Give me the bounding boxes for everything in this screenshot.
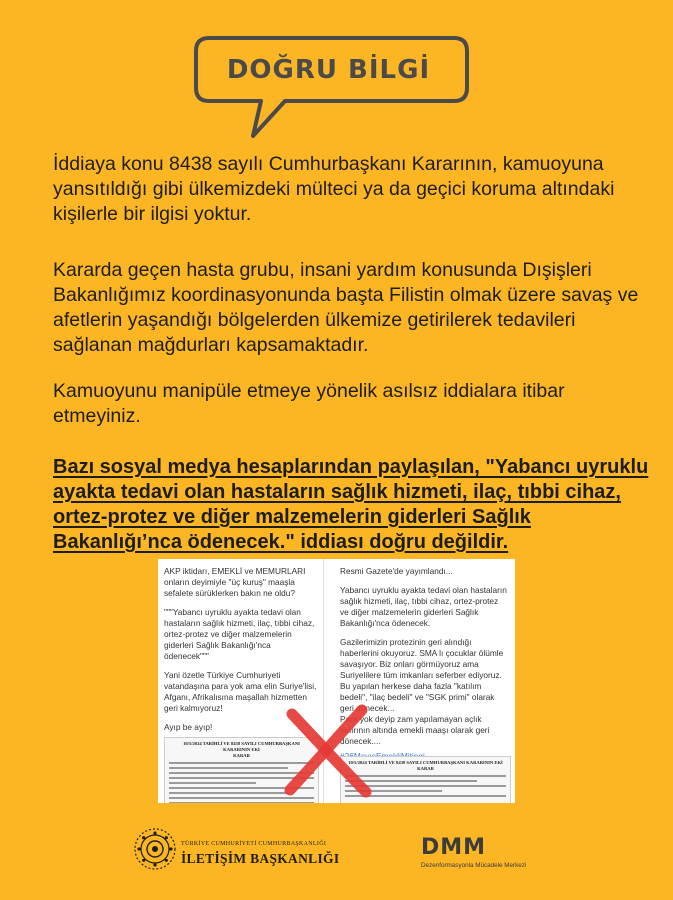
post-text: Bu yapılan herkese daha fazla "katılım bedeli", "ilaç bedeli" ve "SGK primi" olarak geri dönecek... [340,681,495,713]
post-text: Yani özetle Türkiye Cumhuriyeti vatandaşına para yok ama elin Suriye'lisi, Afganı, Afrikalısına maşallah hizmetten geri kalmıyoruz! [164,670,317,713]
post-text: Ayıp be ayıp! [164,722,213,732]
claim-statement: Bazı sosyal medya hesaplarından paylaşılan, "Yabancı uyruklu ayakta tedavi olan hastaların sağlık hizmeti, ilaç, tıbbi cihaz, ortez-protez ve diğer malzemelerin giderleri Sağlık Bakanlığı’nca ödenecek." iddiası doğru değildir. [53,456,649,553]
red-cross-icon [278,704,378,799]
decree-subheading: KARAR [233,753,250,758]
post-text: Para yok deyip zam yapılamayan açlık sınırının altında emekli maaşı olarak geri dönecek.... [340,714,490,746]
speech-bubble [191,35,480,143]
gov-subtitle: TÜRKİYE CUMHURİYETİ CUMHURBAŞKANLIĞI [181,841,327,847]
post-text: Yabancı uyruklu ayakta tedavi olan hastaların sağlık hizmeti, ilaç, tıbbi cihaz, ortez-protez ve diğer malzemelerin giderleri Sağlık Bakanlığı'nca ödenecek. [340,585,507,628]
gov-title: İLETİŞİM BAŞKANLIĞI [181,851,340,866]
emblem-icon [133,827,177,871]
post-text: AKP iktidarı, EMEKLİ ve MEMURLARI onların deyimiyle "üç kuruş" maaşla sefalete sürüklerken bakın ne oldu? [164,566,306,598]
iletisim-baskanligi-logo [133,827,348,877]
dmm-logo [421,837,551,877]
dmm-wordmark: DMM [421,835,487,860]
post-text: """Yabancı uyruklu ayakta tedavi olan hastaların sağlık hizmeti, ilaç, tıbbi cihaz, ortez-protez ve diğer malzemelerin giderleri Sağlık Bakanlığı'nca ödenecek""" [164,607,315,661]
decree-heading: 10/5/2024 TARİHLİ VE 8438 SAYILI CUMHURBAŞKANI KARARININ EKİ [348,760,503,765]
dmm-subtitle: Dezenformasyonla Mücadele Merkezi [421,862,527,869]
decree-subheading: KARAR [417,766,434,771]
paragraph-3: Kamuoyunu manipüle etmeye yönelik asılsız iddialara itibar etmeyiniz. [53,380,565,427]
paragraph-2: Kararda geçen hasta grubu, insani yardım konusunda Dışişleri Bakanlığımız koordinasyonunda başta Filistin olmak üzere savaş ve afetlerin yaşandığı bölgelerden ülkemize getirilerek tedavileri sağlanan mağdurları kapsamaktadır. [53,259,639,356]
social-media-screenshots [158,559,515,803]
post-text: Resmi Gazete'de yayımlandı... [340,566,453,576]
paragraph-1: İddiaya konu 8438 sayılı Cumhurbaşkanı Kararının, kamuoyuna yansıtıldığı gibi ülkemizdeki mülteci ya da geçici koruma altındaki kişilerle bir ilgisi yoktur. [53,153,615,225]
post-text: Gazilerimizin protezinin geri alındığı haberlerini okuyoruz. SMA lı çocuklar ölümle savaşıyor. Biz onları görmüyoruz ama Suriyelilere tüm imkanları seferber ediyoruz. [340,637,504,680]
page-title: DOĞRU BİLGİ [226,55,431,85]
speech-bubble-icon [191,35,480,143]
decree-heading: 10/5/2024 TARİHLİ VE 8438 SAYILI CUMHURBAŞKANI KARARININ EKİ [183,741,300,752]
